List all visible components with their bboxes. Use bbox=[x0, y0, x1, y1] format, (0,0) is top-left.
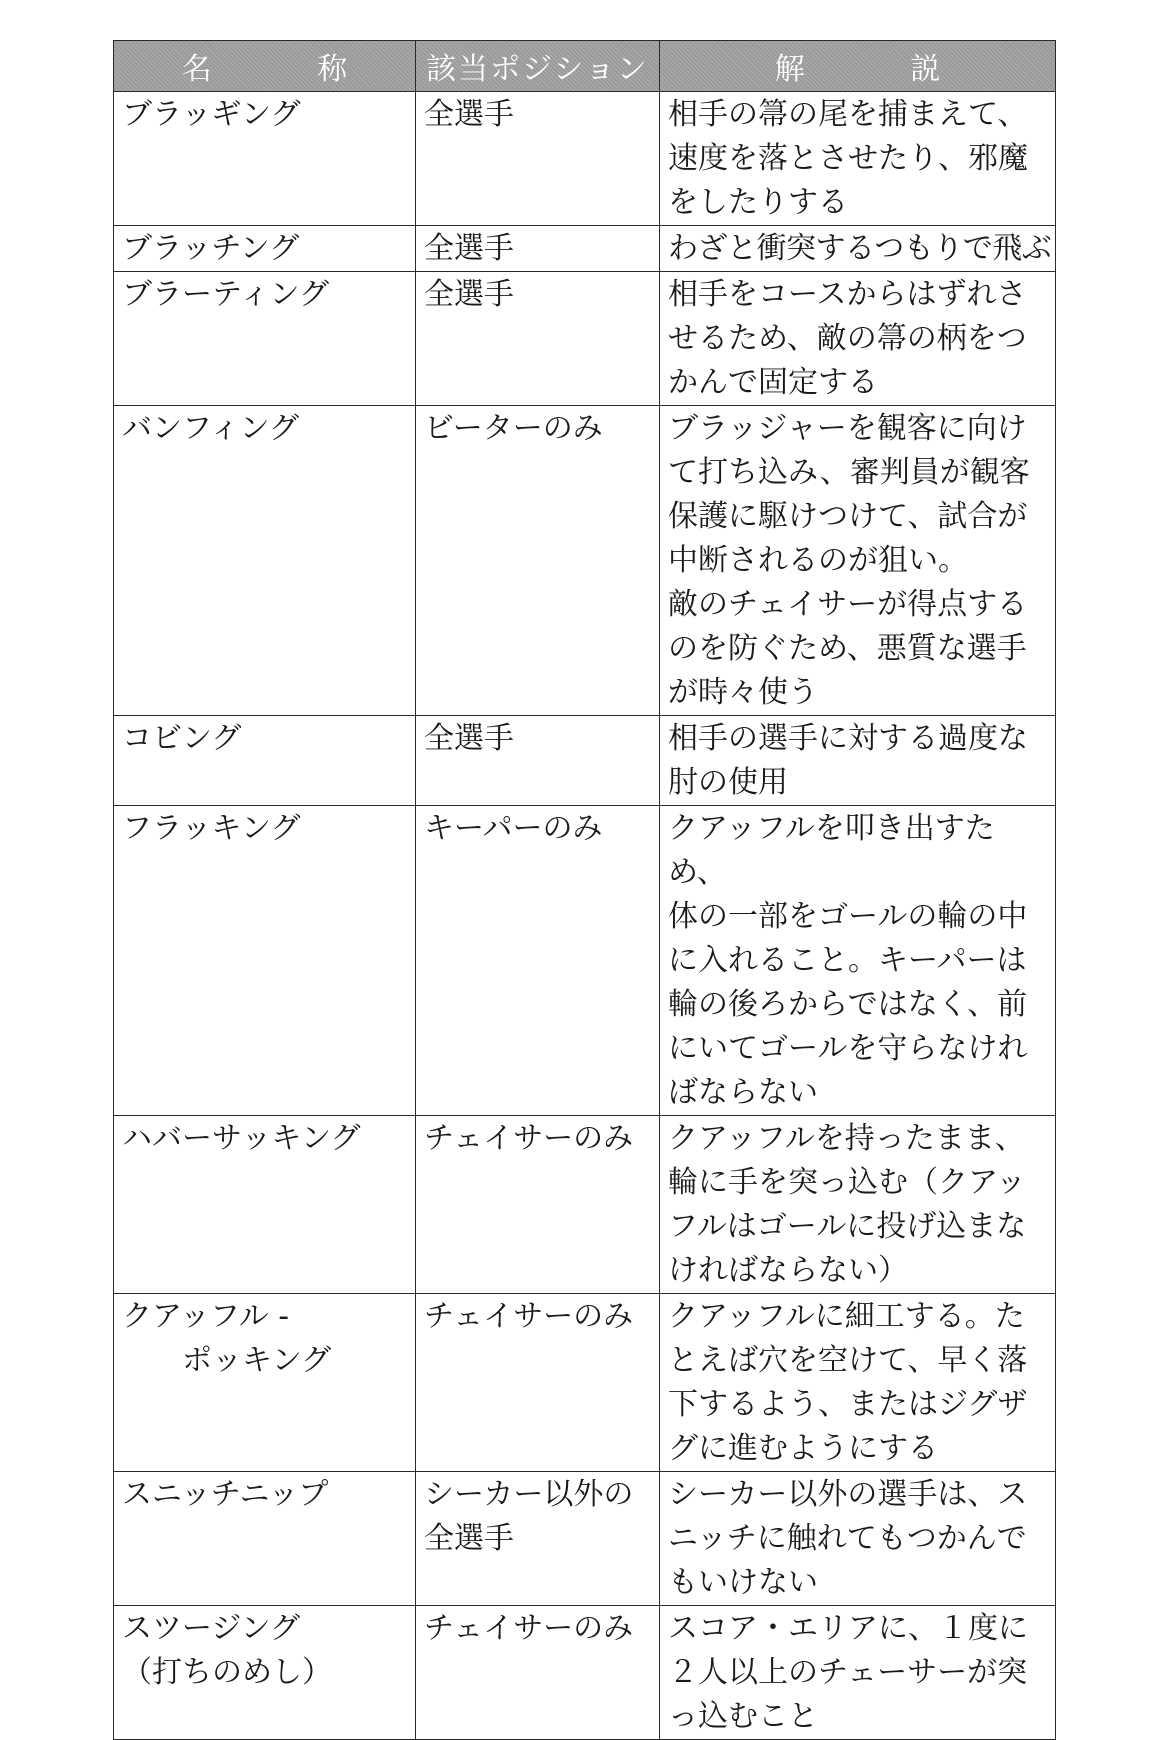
table-row bbox=[114, 272, 1056, 406]
foul-description: わざと衝突するつもりで飛ぶ bbox=[660, 226, 1056, 272]
foul-name: ブラッチング bbox=[114, 226, 416, 272]
foul-description: 相手をコースからはずれさ せるため、敵の箒の柄をつ かんで固定する bbox=[660, 272, 1056, 406]
foul-name: スニッチニップ bbox=[114, 1472, 416, 1606]
foul-description: スコア・エリアに、１度に ２人以上のチェーサーが突 っ込むこと bbox=[660, 1606, 1056, 1740]
foul-name: ブラッギング bbox=[114, 92, 416, 226]
foul-name: バンフィング bbox=[114, 406, 416, 716]
header-name: 名 称 bbox=[114, 41, 416, 92]
foul-name: コビング bbox=[114, 716, 416, 806]
foul-description: クアッフルを持ったまま、 輪に手を突っ込む（クアッ フルはゴールに投げ込まな ければならない） bbox=[660, 1116, 1056, 1294]
foul-description: シーカー以外の選手は、ス ニッチに触れてもつかんで もいけない bbox=[660, 1472, 1056, 1606]
table-row bbox=[114, 406, 1056, 716]
foul-description: 相手の箒の尾を捕まえて、 速度を落とさせたり、邪魔 をしたりする bbox=[660, 92, 1056, 226]
table-header bbox=[114, 41, 1056, 92]
foul-name: ブラーティング bbox=[114, 272, 416, 406]
foul-name: クアッフル - ポッキング bbox=[114, 1294, 416, 1472]
foul-position: チェイサーのみ bbox=[416, 1606, 660, 1740]
table-row bbox=[114, 806, 1056, 1116]
foul-description: ブラッジャーを観客に向け て打ち込み、審判員が観客 保護に駆けつけて、試合が 中断されるのが狙い。 敵のチェイサーが得点する のを防ぐため、悪質な選手 が時々使う bbox=[660, 406, 1056, 716]
foul-description: クアッフルを叩き出すため、 体の一部をゴールの輪の中 に入れること。キーパーは 輪の後ろからではなく、前 にいてゴールを守らなけれ ばならない bbox=[660, 806, 1056, 1116]
table-body bbox=[114, 92, 1056, 1740]
fouls-table bbox=[113, 40, 1056, 1740]
table-row bbox=[114, 1472, 1056, 1606]
table-row bbox=[114, 92, 1056, 226]
table-row bbox=[114, 1606, 1056, 1740]
foul-name: フラッキング bbox=[114, 806, 416, 1116]
header-description: 解 説 bbox=[660, 41, 1056, 92]
foul-position: 全選手 bbox=[416, 272, 660, 406]
header-row bbox=[114, 41, 1056, 92]
foul-position: シーカー以外の 全選手 bbox=[416, 1472, 660, 1606]
foul-position: 全選手 bbox=[416, 226, 660, 272]
foul-name: スツージング （打ちのめし） bbox=[114, 1606, 416, 1740]
foul-name: ハバーサッキング bbox=[114, 1116, 416, 1294]
table-row bbox=[114, 1116, 1056, 1294]
foul-description: 相手の選手に対する過度な 肘の使用 bbox=[660, 716, 1056, 806]
foul-position: 全選手 bbox=[416, 716, 660, 806]
header-position: 該当ポジション bbox=[416, 41, 660, 92]
foul-position: 全選手 bbox=[416, 92, 660, 226]
foul-description: クアッフルに細工する。た とえば穴を空けて、早く落 下するよう、またはジグザ グに進むようにする bbox=[660, 1294, 1056, 1472]
table-row bbox=[114, 1294, 1056, 1472]
foul-position: チェイサーのみ bbox=[416, 1116, 660, 1294]
foul-position: ビーターのみ bbox=[416, 406, 660, 716]
table-row bbox=[114, 716, 1056, 806]
foul-position: チェイサーのみ bbox=[416, 1294, 660, 1472]
table-row bbox=[114, 226, 1056, 272]
foul-position: キーパーのみ bbox=[416, 806, 660, 1116]
